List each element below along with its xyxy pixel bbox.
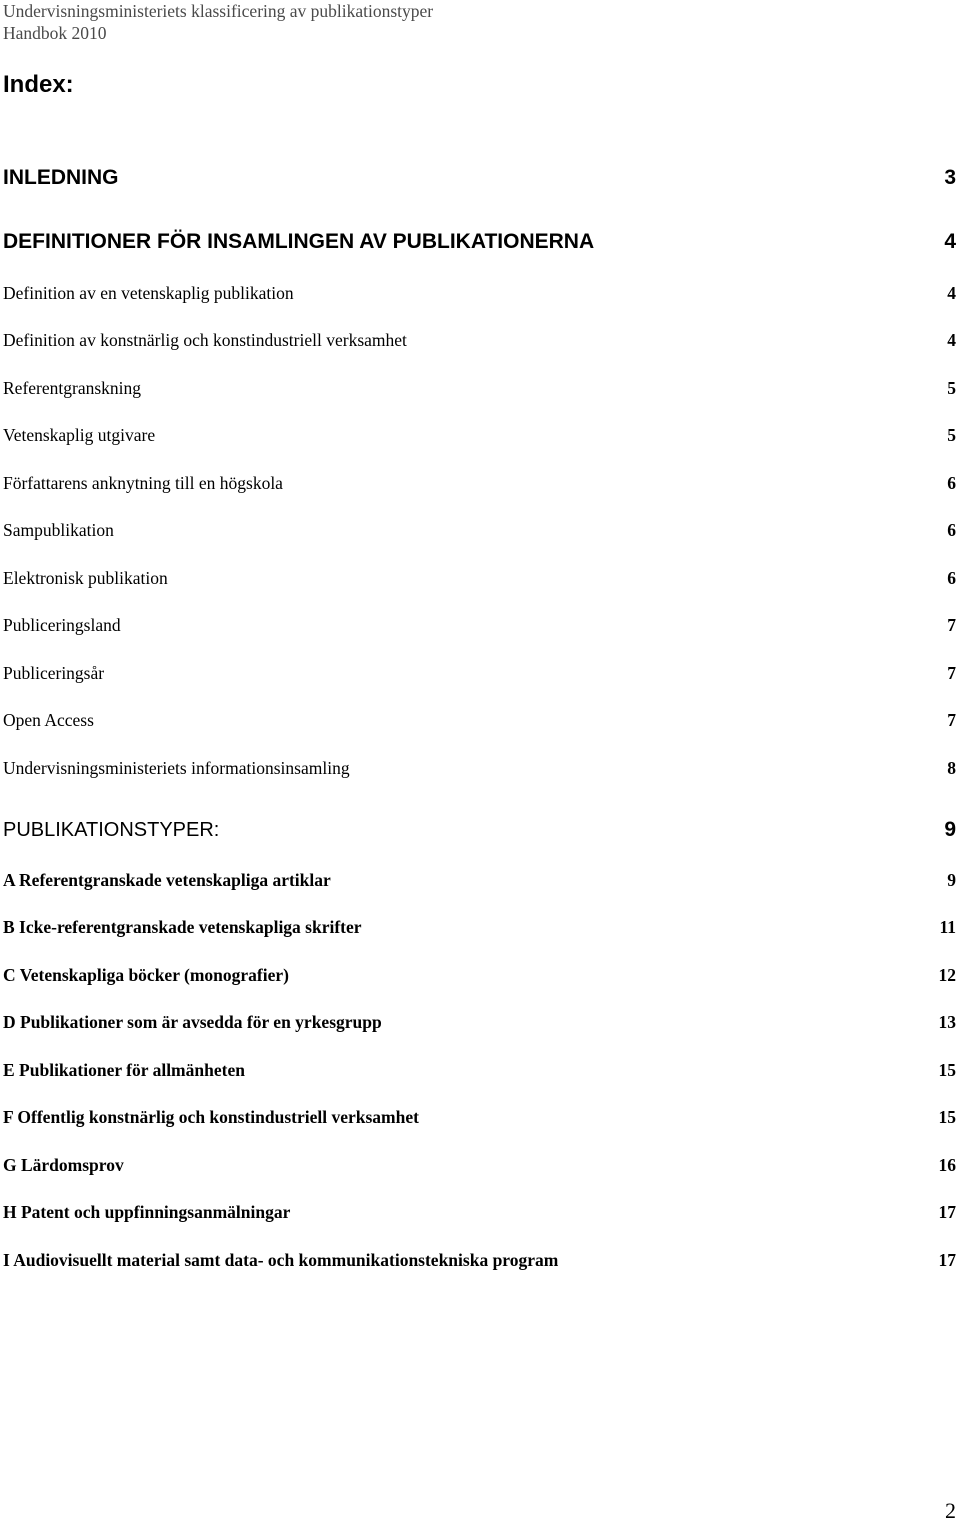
toc-entry-page: 13: [938, 1012, 956, 1032]
toc-entry-label: C Vetenskapliga böcker (monografier): [3, 965, 289, 985]
toc-subentry: [3, 377, 956, 399]
toc-entry-page: 12: [938, 965, 956, 985]
toc-entry-page: 4: [944, 230, 956, 253]
toc-entry-page: 6: [947, 520, 956, 540]
toc-entry-label: INLEDNING: [3, 166, 119, 189]
toc-entry-label: F Offentlig konstnärlig och konstindustriell verksamhet: [3, 1107, 419, 1127]
toc-subentry: [3, 964, 956, 986]
toc-subentry: [3, 519, 956, 541]
toc-entry-page: 4: [947, 283, 956, 303]
toc-entry-page: 3: [944, 166, 956, 189]
toc-subentry: [3, 472, 956, 494]
toc-entry-label: I Audiovisuellt material samt data- och kommunikationstekniska program: [3, 1250, 559, 1270]
toc-entry-label: Sampublikation: [3, 520, 114, 540]
toc-entry-page: 7: [947, 710, 956, 730]
toc-entry-page: 4: [947, 330, 956, 350]
toc-entry-label: Definition av konstnärlig och konstindustriell verksamhet: [3, 330, 407, 350]
toc-entry-page: 5: [947, 425, 956, 445]
toc-entry-label: G Lärdomsprov: [3, 1155, 124, 1175]
toc-subentry: [3, 282, 956, 304]
toc-subentry: [3, 1106, 956, 1128]
toc-entry-page: 6: [947, 473, 956, 493]
header-subtitle: Handbok 2010: [3, 23, 107, 43]
toc-entry-page: 8: [947, 758, 956, 778]
toc-subentry: [3, 1201, 956, 1223]
toc-entry-page: 7: [947, 615, 956, 635]
toc-subentry: [3, 1154, 956, 1176]
toc-entry-label: B Icke-referentgranskade vetenskapliga skrifter: [3, 917, 362, 937]
toc-subentry: [3, 614, 956, 636]
toc-entry-label: Referentgranskning: [3, 378, 142, 398]
toc-entry-label: A Referentgranskade vetenskapliga artiklar: [3, 870, 331, 890]
toc-entry-label: Publiceringsår: [3, 663, 105, 683]
toc-subentry: [3, 662, 956, 684]
toc-entry-label: D Publikationer som är avsedda för en yrkesgrupp: [3, 1012, 382, 1032]
index-heading: Index:: [3, 71, 74, 98]
toc-entry-label: Elektronisk publikation: [3, 568, 168, 588]
running-header: [3, 0, 433, 44]
toc-entry-page: 11: [939, 917, 956, 937]
toc-subentry: [3, 757, 956, 779]
toc-entry-label: DEFINITIONER FÖR INSAMLINGEN AV PUBLIKATIONERNA: [3, 230, 595, 253]
toc-entry-label: H Patent och uppfinningsanmälningar: [3, 1202, 291, 1222]
toc-entry-page: 17: [938, 1202, 956, 1222]
toc-entry-label: Open Access: [3, 710, 94, 730]
toc-subentry: [3, 869, 956, 891]
toc-entry-inledning: [3, 165, 956, 191]
toc-entry-label: Författarens anknytning till en högskola: [3, 473, 283, 493]
toc-entry-page: 7: [947, 663, 956, 683]
header-title: Undervisningsministeriets klassificering av publikationstyper: [3, 1, 434, 21]
toc-subentry: [3, 709, 956, 731]
toc-entry-label: Definition av en vetenskaplig publikation: [3, 283, 294, 303]
toc-subentry: [3, 1249, 956, 1271]
toc-subentry: [3, 567, 956, 589]
toc-subentry: [3, 329, 956, 351]
toc-subentry: [3, 916, 956, 938]
toc-entry-page: 17: [938, 1250, 956, 1270]
toc-entry-label: Undervisningsministeriets informationsinsamling: [3, 758, 350, 778]
toc-entry-page: 16: [938, 1155, 956, 1175]
toc-entry-page: 15: [938, 1060, 956, 1080]
toc-subentry: [3, 1011, 956, 1033]
toc-entry-label: Vetenskaplig utgivare: [3, 425, 156, 445]
toc-entry-label: PUBLIKATIONSTYPER:: [3, 819, 220, 841]
toc-entry-definitioner: [3, 229, 956, 255]
toc-entry-page: 9: [947, 870, 956, 890]
toc-entry-page: 9: [944, 818, 956, 841]
toc-entry-page: 6: [947, 568, 956, 588]
toc-subentry: [3, 1059, 956, 1081]
toc-entry-page: 5: [947, 378, 956, 398]
toc-entry-page: 15: [938, 1107, 956, 1127]
toc-entry-publikationstyper: [3, 817, 956, 843]
toc-subentry: [3, 424, 956, 446]
toc-entry-label: E Publikationer för allmänheten: [3, 1060, 245, 1080]
page-number: 2: [945, 1498, 956, 1523]
toc-entry-label: Publiceringsland: [3, 615, 121, 635]
